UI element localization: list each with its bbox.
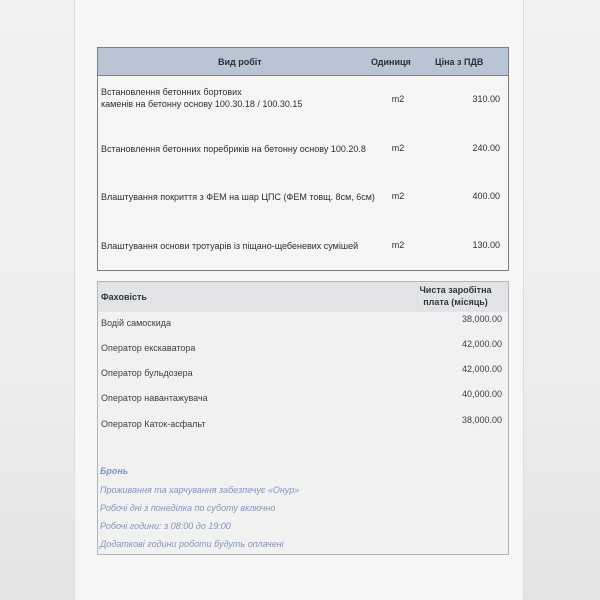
note-line: Робочі дні з понеділка по суботу включно	[100, 503, 276, 513]
header-price: Ціна з ПДВ	[435, 57, 484, 67]
work-description-line: Влаштування основи тротуарів із піщано-щебеневих сумішей	[101, 241, 359, 251]
header-work-type: Вид робіт	[218, 57, 262, 67]
profession-cell: Оператор бульдозера	[101, 368, 193, 378]
unit-cell: m2	[391, 143, 405, 153]
unit-cell: m2	[391, 240, 405, 250]
header-net-salary-line: плата (місяць)	[423, 297, 488, 307]
booking-heading: Бронь	[100, 466, 129, 476]
unit-cell: m2	[391, 94, 405, 104]
table-row	[98, 240, 508, 260]
note-line: Додаткові години роботи будуть оплачені	[100, 539, 284, 549]
work-description-line: каменів на бетонну основу 100.30.18 / 100.30.15	[101, 99, 303, 109]
header-profession: Фаховість	[101, 292, 147, 302]
header-net-salary-line: Чиста заробітна	[419, 285, 492, 295]
table-row	[98, 191, 508, 211]
note-line: Робочі години: з 08:00 до 19:00	[100, 521, 231, 531]
salary-cell: 38,000.00	[461, 415, 502, 425]
works-price-table	[97, 47, 509, 271]
table-row	[98, 83, 508, 123]
price-cell: 310.00	[472, 94, 500, 104]
profession-cell: Водій самоскида	[101, 318, 172, 328]
work-description-line: Встановлення бетонних бортових	[101, 87, 242, 97]
salary-cell: 42,000.00	[461, 364, 502, 374]
works-table-header	[98, 48, 508, 76]
profession-cell: Оператор навантажувача	[101, 393, 208, 403]
price-cell: 130.00	[472, 240, 500, 250]
price-cell: 400.00	[472, 191, 500, 201]
table-row	[98, 143, 508, 163]
salary-table	[97, 281, 509, 555]
header-net-salary	[408, 284, 503, 308]
work-description-line: Встановлення бетонних поребриків на бетонну основу 100.20.8	[101, 144, 366, 154]
profession-cell: Оператор Каток-асфальт	[101, 419, 206, 429]
salary-cell: 38,000.00	[461, 314, 502, 324]
price-cell: 240.00	[472, 143, 500, 153]
salary-table-header	[98, 282, 508, 312]
unit-cell: m2	[391, 191, 405, 201]
note-line: Проживання та харчування забезпечує «Онур»	[100, 485, 300, 495]
salary-cell: 42,000.00	[461, 339, 502, 349]
profession-cell: Оператор екскаватора	[101, 343, 196, 353]
salary-cell: 40,000.00	[461, 389, 502, 399]
header-unit: Одиниця	[371, 57, 411, 67]
work-description-line: Влаштування покриття з ФЕМ на шар ЦПС (ФЕМ товщ. 8см, 6см)	[101, 192, 375, 202]
